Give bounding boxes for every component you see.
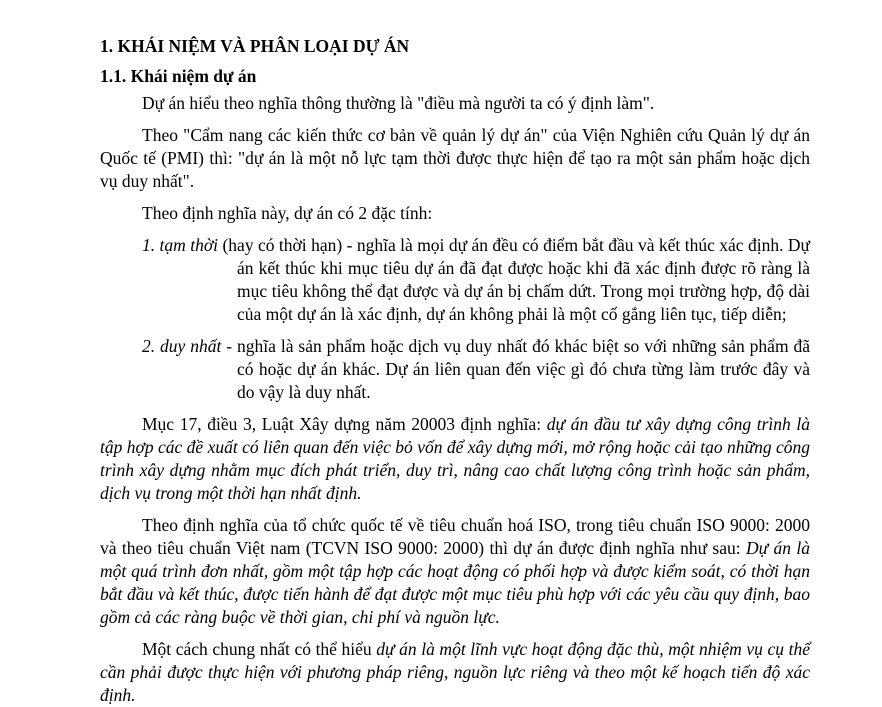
list-item-term: 2. duy nhất — [142, 336, 222, 356]
document-page — [100, 34, 810, 707]
heading-section-1: 1. KHÁI NIỆM VÀ PHÂN LOẠI DỰ ÁN — [100, 36, 410, 56]
list-item-temporary — [142, 234, 810, 326]
paragraph-1: Dự án hiểu theo nghĩa thông thường là "điều mà người ta có ý định làm". — [142, 93, 655, 113]
paragraph-4-normal: Mục 17, điều 3, Luật Xây dựng năm 20003 định nghĩa: — [142, 414, 547, 434]
paragraph-3: Theo định nghĩa này, dự án có 2 đặc tính: — [142, 203, 433, 223]
heading-section-1-1: 1.1. Khái niệm dự án — [100, 66, 257, 86]
paragraph-5 — [100, 514, 810, 629]
paragraph-4 — [100, 413, 810, 505]
paragraph-6-normal: Một cách chung nhất có thể hiểu — [142, 639, 377, 659]
paragraph-6-italic: dự án là một lĩnh vực hoạt động đặc thù, một nhiệm vụ cụ thể cần phải được thực hiện với phương pháp riêng, nguồn lực riêng và theo một kế hoạch tiến độ xác định. — [100, 639, 810, 705]
list-item-text: (hay có thời hạn) - nghĩa là mọi dự án đều có điểm bắt đầu và kết thúc xác định. Dự án kết thúc khi mục tiêu dự án đã đạt được hoặc khi đã xác định được rõ ràng là mục tiêu không thể đạt được và dự án bị chấm dứt. Trong mọi trường hợp, độ dài của một dự án là xác định, dự án không phải là một cố gắng liên tục, tiếp diễn; — [218, 235, 810, 324]
list-item-term: 1. tạm thời — [142, 235, 219, 255]
paragraph-4-italic: dự án đầu tư xây dựng công trình là tập hợp các đề xuất có liên quan đến việc bỏ vốn để xây dựng mới, mở rộng hoặc cải tạo những công trình xây dựng nhằm mục đích phát triển, duy trì, nâng cao chất lượng công trình hoặc sản phẩm, dịch vụ trong một thời hạn nhất định. — [100, 414, 810, 503]
paragraph-6 — [100, 638, 810, 707]
paragraph-2: Theo "Cẩm nang các kiến thức cơ bản về quản lý dự án" của Viện Nghiên cứu Quản lý dự án Quốc tế (PMI) thì: "dự án là một nỗ lực tạm thời được thực hiện để tạo ra một sản phẩm hoặc dịch vụ duy nhất". — [100, 125, 810, 191]
list-item-unique — [142, 335, 810, 404]
paragraph-5-normal: Theo định nghĩa của tổ chức quốc tế về tiêu chuẩn hoá ISO, trong tiêu chuẩn ISO 9000: 2000 và theo tiêu chuẩn Việt nam (TCVN ISO 9000: 2000) thì dự án được định nghĩa như sau: — [100, 515, 810, 558]
list-item-text: - nghĩa là sản phẩm hoặc dịch vụ duy nhất đó khác biệt so với những sản phẩm đã có hoặc dự án khác. Dự án liên quan đến việc gì đó chưa từng làm trước đây và do vậy là duy nhất. — [221, 336, 811, 402]
paragraph-5-italic: Dự án là một quá trình đơn nhất, gồm một tập hợp các hoạt động có phối hợp và được kiểm soát, có thời hạn bắt đầu và kết thúc, được tiến hành để đạt được một mục tiêu phù hợp với các yêu cầu quy định, bao gồm cả các ràng buộc về thời gian, chi phí và nguồn lực. — [100, 538, 810, 627]
